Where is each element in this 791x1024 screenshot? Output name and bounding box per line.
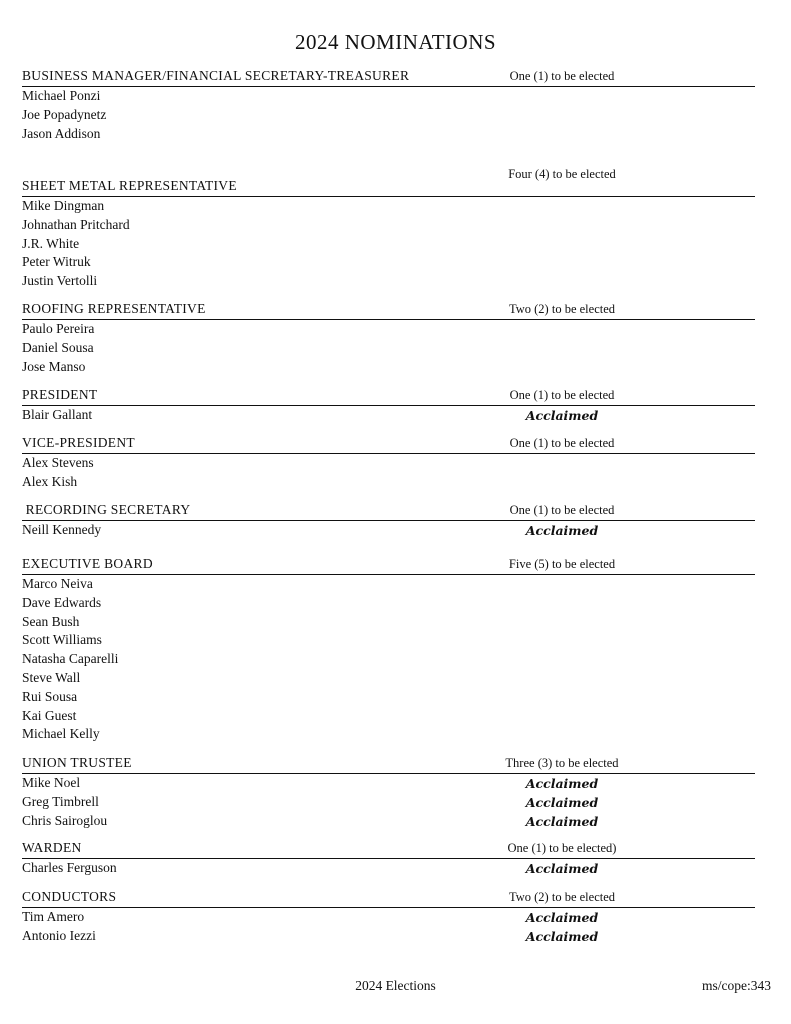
candidate-row — [22, 522, 755, 541]
section-union-trustee — [22, 755, 755, 831]
candidate-name: Rui Sousa — [22, 688, 78, 704]
candidate-row — [22, 198, 755, 217]
page-title: 2024 NOMINATIONS — [294, 30, 497, 54]
seats-label: Five (5) to be elected — [508, 557, 616, 571]
section-executive-board — [22, 556, 755, 745]
candidate-name: Michael Kelly — [22, 726, 100, 742]
candidate-name: Dave Edwards — [22, 594, 102, 610]
section-vice-president — [22, 435, 755, 493]
candidate-row — [22, 126, 755, 145]
footer-title: 2024 Elections — [355, 978, 436, 993]
section-header — [22, 755, 755, 774]
section-heading: SHEET METAL REPRESENTATIVE — [22, 178, 237, 193]
section-header — [22, 502, 755, 521]
candidate-row — [22, 474, 755, 493]
seats-label: One (1) to be elected — [509, 436, 615, 450]
candidate-name: Marco Neiva — [22, 576, 93, 591]
candidate-row — [22, 217, 755, 236]
section-heading: EXECUTIVE BOARD — [22, 556, 153, 571]
candidate-name: Paulo Pereira — [22, 321, 95, 336]
candidate-name: Joe Popadynetz — [22, 106, 107, 122]
candidate-name: Peter Witruk — [22, 254, 91, 270]
section-recording-secretary — [22, 502, 755, 541]
section-president — [22, 387, 755, 426]
section-header — [22, 435, 755, 454]
seats-label: Two (2) to be elected — [508, 890, 616, 904]
candidate-row — [22, 794, 755, 813]
candidate-name: Neill Kennedy — [22, 522, 102, 537]
seats-label: One (1) to be elected) — [507, 841, 617, 855]
candidate-row — [22, 595, 755, 614]
candidate-row — [22, 928, 755, 947]
footer-reference: ms/cope:343 — [702, 978, 771, 993]
candidate-row — [22, 614, 755, 633]
section-heading: ROOFING REPRESENTATIVE — [22, 301, 206, 316]
seats-label: One (1) to be elected — [509, 503, 615, 517]
candidate-row — [22, 273, 755, 292]
candidate-status: Acclaimed — [525, 928, 599, 944]
candidate-row — [22, 775, 755, 794]
section-conductors — [22, 889, 755, 947]
candidate-row — [22, 321, 755, 340]
section-warden — [22, 840, 755, 879]
candidate-name: Mike Dingman — [22, 198, 105, 213]
candidate-name: Chris Sairoglou — [22, 812, 108, 828]
seats-label: Three (3) to be elected — [505, 756, 619, 770]
candidate-status: Acclaimed — [525, 861, 599, 876]
candidate-name: Tim Amero — [22, 909, 85, 924]
section-heading: BUSINESS MANAGER/FINANCIAL SECRETARY-TREASURER — [22, 68, 410, 83]
candidate-row — [22, 708, 755, 727]
section-roofing-representative — [22, 301, 755, 377]
seats-label: Four (4) to be elected — [508, 167, 616, 181]
candidate-status: Acclaimed — [525, 408, 599, 423]
candidate-row — [22, 632, 755, 651]
section-heading: VICE-PRESIDENT — [22, 435, 135, 450]
section-business-manager — [22, 68, 755, 144]
candidate-name: Scott Williams — [22, 632, 102, 648]
candidate-name: Daniel Sousa — [22, 339, 94, 355]
section-heading: UNION TRUSTEE — [22, 755, 132, 770]
candidate-name: Kai Guest — [22, 707, 77, 723]
candidate-name: Jose Manso — [22, 358, 86, 374]
candidate-row — [22, 107, 755, 126]
candidate-name: Justin Vertolli — [22, 273, 98, 289]
section-header — [22, 840, 755, 859]
candidate-status: Acclaimed — [525, 910, 599, 925]
candidate-name: Blair Gallant — [22, 407, 93, 422]
seats-label: One (1) to be elected — [509, 69, 615, 83]
section-header — [22, 301, 755, 320]
candidate-row — [22, 254, 755, 273]
candidate-name: Alex Stevens — [22, 455, 94, 470]
section-header — [22, 387, 755, 406]
candidate-name: Charles Ferguson — [22, 860, 117, 875]
candidate-row — [22, 340, 755, 359]
candidate-row — [22, 455, 755, 474]
section-sheet-metal-representative — [22, 167, 755, 292]
candidate-name: Antonio Iezzi — [22, 927, 96, 943]
candidate-row — [22, 813, 755, 832]
candidate-row — [22, 651, 755, 670]
candidate-status: Acclaimed — [525, 813, 599, 829]
candidate-name: Sean Bush — [22, 613, 80, 629]
candidate-name: Natasha Caparelli — [22, 651, 119, 667]
candidate-row — [22, 236, 755, 255]
section-heading: PRESIDENT — [22, 387, 98, 402]
candidate-row — [22, 88, 755, 107]
candidate-row — [22, 909, 755, 928]
candidate-name: J.R. White — [22, 235, 80, 251]
candidate-row — [22, 860, 755, 879]
candidate-status: Acclaimed — [525, 794, 599, 810]
candidate-name: Johnathan Pritchard — [22, 216, 130, 232]
section-header — [22, 167, 755, 197]
candidate-status: Acclaimed — [525, 523, 599, 538]
candidate-name: Greg Timbrell — [22, 793, 99, 809]
candidate-row — [22, 576, 755, 595]
section-header — [22, 68, 755, 87]
section-heading: CONDUCTORS — [22, 889, 117, 904]
candidate-name: Jason Addison — [22, 125, 101, 141]
candidate-row — [22, 407, 755, 426]
section-heading: WARDEN — [22, 840, 82, 855]
section-header — [22, 889, 755, 908]
candidate-name: Michael Ponzi — [22, 88, 101, 103]
candidate-name: Steve Wall — [22, 669, 81, 685]
section-header — [22, 556, 755, 575]
candidate-name: Mike Noel — [22, 775, 81, 790]
candidate-row — [22, 670, 755, 689]
candidate-row — [22, 726, 755, 745]
candidate-row — [22, 689, 755, 708]
candidate-status: Acclaimed — [525, 776, 599, 791]
seats-label: One (1) to be elected — [509, 388, 615, 402]
candidate-row — [22, 359, 755, 378]
seats-label: Two (2) to be elected — [508, 302, 616, 316]
section-heading: RECORDING SECRETARY — [22, 502, 191, 517]
candidate-name: Alex Kish — [22, 473, 78, 489]
